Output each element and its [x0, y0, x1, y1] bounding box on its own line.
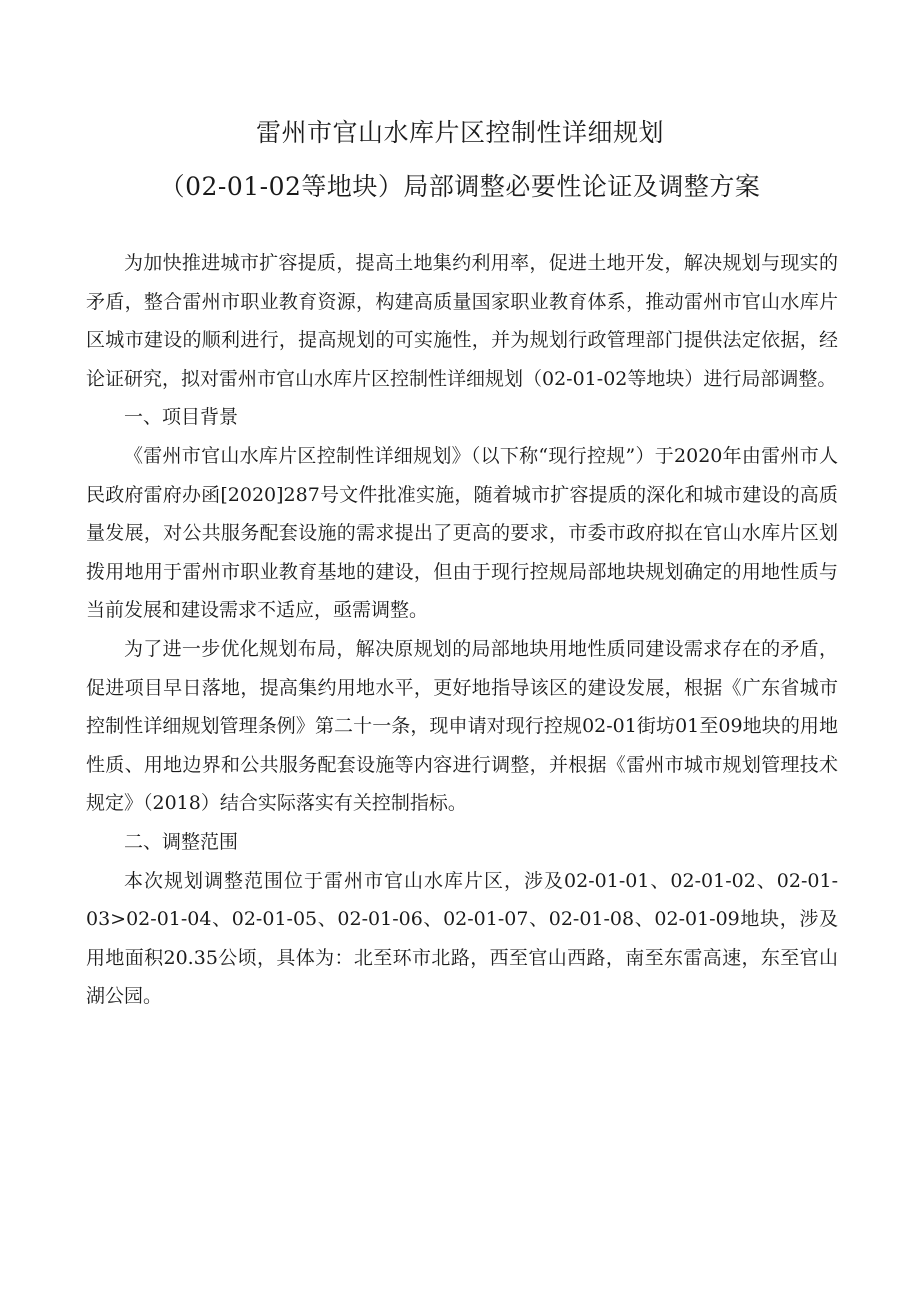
section-heading-background: 一、项目背景 — [124, 406, 239, 429]
document-title-line-2: （02-01-02等地块）局部调整必要性论证及调整方案 — [159, 172, 761, 201]
scope-paragraph: 本次规划调整范围位于雷州市官山水库片区，涉及02-01-01、02-01-02、02-01-03>02-01-04、02-01-05、02-01-06、02-01-07、02-01-08、02-01-09地块，涉及用地面积20.35公顷，具体为：北至环市北路，西至官山西路，南至东雷高速，东至官山湖公园。 — [86, 869, 838, 1008]
intro-paragraph: 为加快推进城市扩容提质，提高土地集约利用率，促进土地开发，解决规划与现实的矛盾，整合雷州市职业教育资源，构建高质量国家职业教育体系，推动雷州市官山水库片区城市建设的顺利进行，提高规划的可实施性，并为规划行政管理部门提供法定依据，经论证研究，拟对雷州市官山水库片区控制性详细规划（02-01-02等地块）进行局部调整。 — [86, 252, 838, 390]
document-body — [86, 244, 838, 1016]
background-paragraph-1: 《雷州市官山水库片区控制性详细规划》（以下称“现行控规”）于2020年由雷州市人民政府雷府办函[2020]287号文件批准实施，随着城市扩容提质的深化和城市建设的高质量发展，对公共服务配套设施的需求提出了更高的要求，市委市政府拟在官山水库片区划拨用地用于雷州市职业教育基地的建设，但由于现行控规局部地块规划确定的用地性质与当前发展和建设需求不适应，亟需调整。 — [86, 444, 838, 622]
background-paragraph-2: 为了进一步优化规划布局，解决原规划的局部地块用地性质同建设需求存在的矛盾，促进项目早日落地，提高集约用地水平，更好地指导该区的建设发展，根据《广东省城市控制性详细规划管理条例》第二十一条，现申请对现行控规02-01街坊01至09地块的用地性质、用地边界和公共服务配套设施等内容进行调整，并根据《雷州市城市规划管理技术规定》（2018）结合实际落实有关控制指标。 — [86, 637, 838, 815]
section-heading-scope: 二、调整范围 — [124, 830, 239, 853]
document-title-line-1: 雷州市官山水库片区控制性详细规划 — [255, 118, 664, 147]
